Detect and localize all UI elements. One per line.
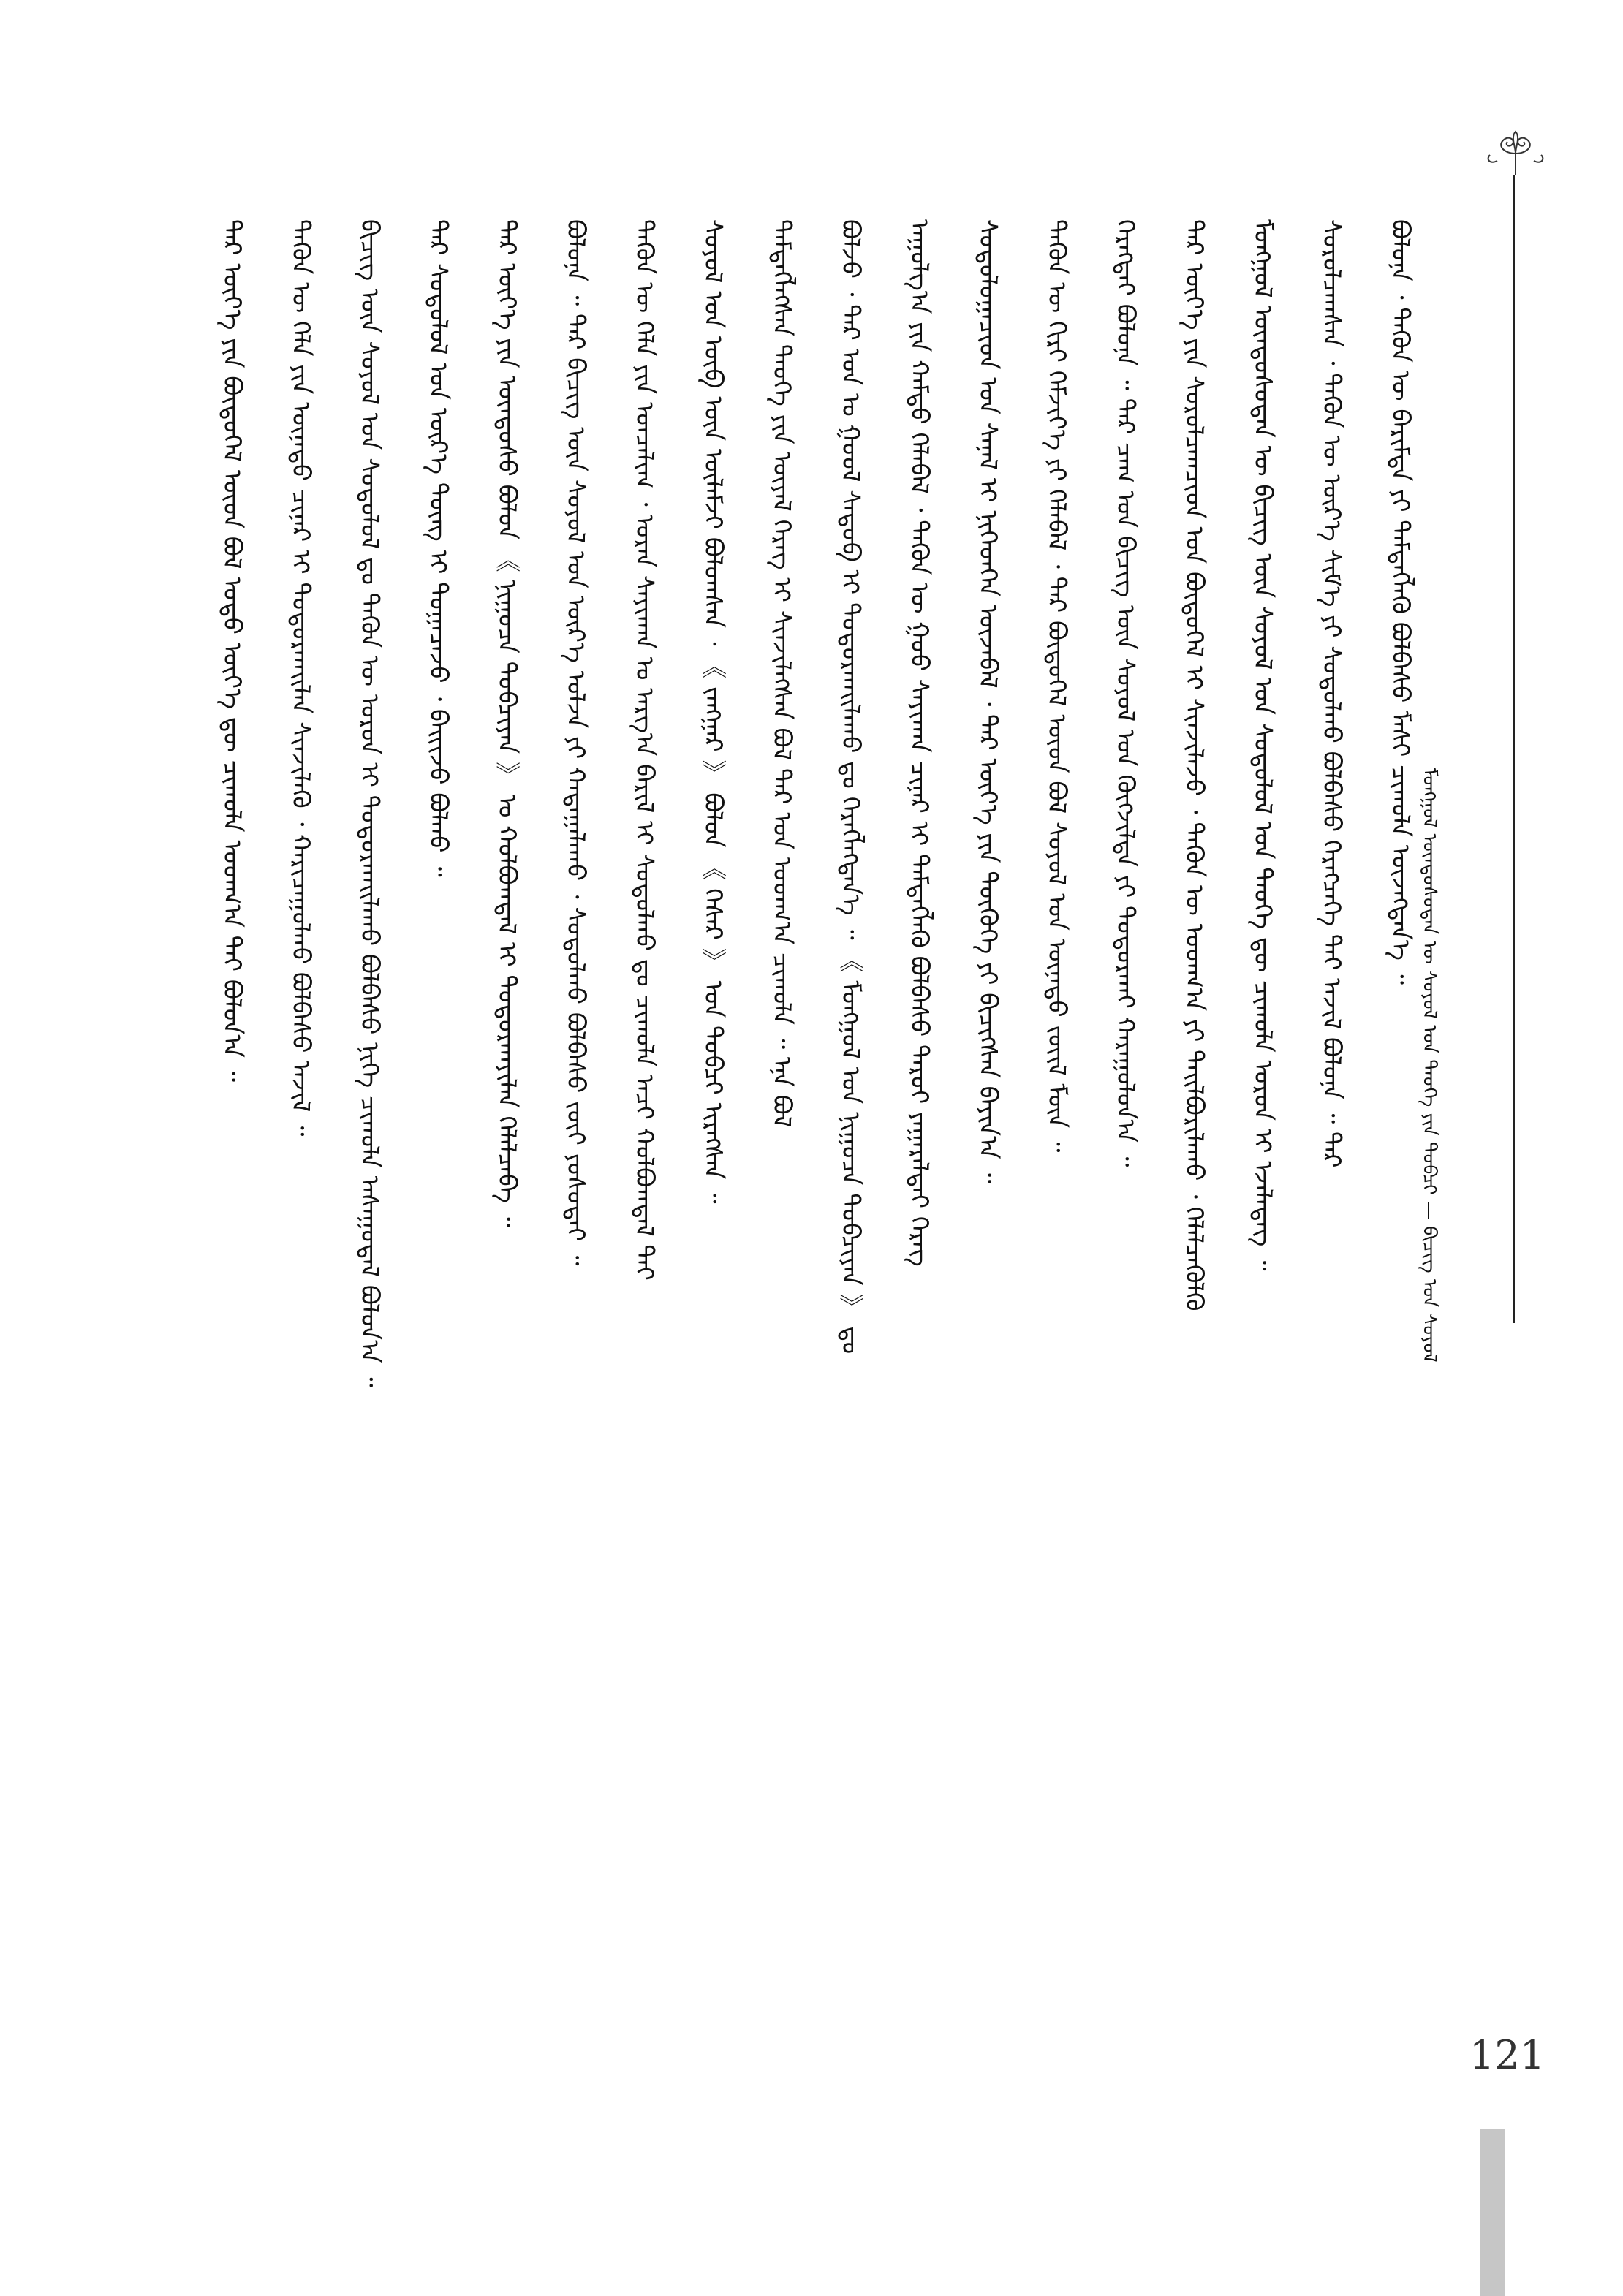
text-column: ᠬᠡᠷᠡᠭᠲᠡᠢ ᠪᠣᠯᠤᠨᠠ ᠃ ᠲᠡᠷ ᠴᠠᠭ ᠤᠨ ᠪᠢᠴᠢᠭ ᠦᠨ ᠰᠣᠶᠣᠯ ᠤᠨ ᠬᠥᠭᠵᠢᠯᠲᠡ ᠶᠢ ᠲᠣᠳᠣᠷᠬᠠᠢ ᠬᠠᠷᠠᠭᠤᠯᠤᠨ᠎ᠠ ᠃ (1111, 219, 1140, 1167)
text-column: ᠪᠢᠴᠢᠭ ᠦᠨ ᠰᠣᠶᠣᠯ ᠤᠨ ᠰᠤᠳᠤᠯᠤᠯ ᠳᠤ ᠲᠡᠭᠦᠨ ᠦ ᠣᠷᠣᠨ ᠢ ᠲᠣᠳᠣᠷᠬᠠᠢᠯᠠᠬᠤ ᠪᠣᠯᠪᠠᠰᠤ ᠨᠢᠭᠡ ᠴᠢᠬᠤᠯᠠ ᠠᠰᠠᠭᠤᠳᠠᠯ ᠪᠣᠯᠤᠨ᠎ᠠ ᠃ (355, 219, 384, 1387)
text-column: ᠲᠡᠷ ᠰᠤᠳᠤᠯᠤᠯ ᠤᠨ ᠦᠷ᠎ᠡ ᠳᠦᠩ ᠢ ᠲᠣᠭᠠᠴᠠᠵᠤ ᠂ ᠪᠠᠢᠢᠵᠤ ᠪᠣᠯᠬᠤ ᠃ (423, 219, 453, 877)
page-edge-tab (1480, 2129, 1505, 2296)
text-column: ᠲᠡᠮᠳᠡᠭᠯᠡᠭᠰᠡᠨ ᠲᠡᠦᠬᠡ ᠶᠢᠨ ᠦᠶᠡᠯ ᠬᠡᠷᠡᠭ ᠢ ᠰᠢᠨᠵᠢᠯᠡᠭᠰᠡᠨ ᠪᠣᠯ ᠲᠡᠷ ᠤᠨ ᠤᠳᠬ᠎ᠠ ᠴᠢᠬᠤᠯᠠ ᠃ ᠡᠨᠡ ᠪᠣᠯ (767, 219, 796, 1128)
text-column: ᠰᠤᠳᠤᠯᠤᠭᠠᠴᠢᠳ ᠤᠨ ᠰᠠᠨᠠᠯ ᠢ ᠨᠢᠭᠡᠳᠭᠡᠨ ᠦᠵᠡᠪᠡᠯ ᠂ ᠲᠡᠷ ᠦᠶ᠎ᠡ ᠶᠢᠨ ᠲᠦᠭᠦᠬᠡ ᠶᠢ ᠪᠢᠴᠢᠭᠰᠡᠨ ᠪᠠᠶᠢᠨ᠎ᠠ ᠃ (973, 219, 1002, 1183)
running-header: ᠮᠣᠩᠭᠣᠯ ᠦᠨᠳᠦᠰᠦᠲᠡᠨ ᠦ ᠰᠣᠶᠣᠯ ᠤᠨ ᠲᠡᠦᠬᠡ ᠶᠢᠨ ᠲᠣᠪᠴᠢ — ᠪᠢᠴᠢᠭ ᠤᠨ ᠰᠣᠶᠣᠯ (1418, 768, 1440, 1363)
header-rule (1513, 175, 1515, 1323)
page-number: 121 (1469, 2032, 1546, 2078)
text-column: ᠲᠡᠷ ᠦᠶ᠎ᠡ ᠶᠢᠨ ᠰᠤᠷᠤᠯᠴᠠᠭᠴᠢᠳ ᠤᠨ ᠪᠦᠲᠦᠭᠡᠯ ᠢ ᠰᠢᠨᠵᠢᠯᠡᠵᠦ ᠂ ᠲᠡᠭᠦᠨ ᠦ ᠤᠳᠬ᠎ᠠ ᠶᠢ ᠲᠠᠢᠯᠪᠤᠷᠢᠯᠠᠬᠤ ᠂ ᠬᠡᠯᠡᠯᠴᠡᠭᠦᠯᠬᠦ (1179, 219, 1208, 1311)
text-column: ᠲᠡᠭᠦᠨ ᠦ ᠬᠡᠯᠡ ᠶᠢᠨ ᠦᠨᠡᠲᠦ ᠴᠢᠨᠠᠷ ᠢ ᠲᠣᠳᠣᠷᠬᠠᠢᠯᠠᠨ ᠰᠢᠨᠵᠢᠯᠡᠬᠦ ᠂ ᠬᠠᠷᠢᠴᠠᠭᠤᠯᠬᠤ ᠪᠣᠯᠪᠠᠰᠤ ᠠᠵᠢᠯ ᠃ (286, 219, 315, 1137)
text-column: ᠪᠣᠯᠵᠤ ᠂ ᠲᠡᠷ ᠣᠨ ᠤ ᠭᠣᠣᠯ ᠰᠡᠳᠦᠪ ᠢ ᠲᠣᠳᠣᠷᠬᠠᠢᠯᠠᠬᠤ ᠳᠤ ᠬᠡᠷᠡᠭᠯᠡᠭᠳᠡᠨ᠎ᠡ ᠃ 《 ᠮᠣᠩᠭᠣᠯ ᠤᠨ ᠨᠢᠭᠤᠴᠠ ᠲᠣᠪᠴᠢᠶᠠᠨ 》 ᠳᠤ (836, 219, 865, 1355)
text-column: ᠲᠡᠭᠦᠨ ᠦ ᠬᠢᠷᠢ ᠬᠡᠮᠵᠢᠶ᠎ᠡ ᠶᠢ ᠬᠡᠯᠡᠪᠡᠯ ᠂ ᠲᠡᠷ ᠪᠦᠲᠦᠭᠡᠯ ᠦᠳ ᠪᠣᠯ ᠰᠣᠶᠣᠯ ᠤᠨ ᠦᠨᠡᠲᠦ ᠵᠦᠢᠯ ᠮᠥᠨ ᠃ (1042, 219, 1071, 1153)
text-column: ᠪᠣᠯᠤᠨᠠ ᠂ ᠲᠡᠭᠦᠨ ᠦ ᠪᠠᠷᠢᠮᠲᠠ ᠶᠢ ᠲᠡᠮᠳᠡᠭᠯᠡᠬᠦ ᠪᠣᠯᠪᠠᠰᠤ ᠮᠠᠰᠢ ᠴᠢᠬᠤᠯᠠ ᠦᠵᠡᠭᠳᠡᠨ᠎ᠡ ᠃ (1385, 219, 1415, 985)
text-column: ᠪᠣᠯᠤᠨᠠ ᠃ ᠲᠡᠷ ᠪᠢᠴᠢᠭ ᠦᠨ ᠰᠣᠶᠣᠯ ᠤᠨ ᠦᠷ᠎ᠡ ᠣᠯᠵᠠ ᠶᠢ ᠬᠠᠳᠠᠭᠠᠯᠠᠬᠤ ᠂ ᠰᠤᠳᠤᠯᠬᠤ ᠪᠣᠯᠪᠠᠰᠤ ᠵᠦᠢ ᠶᠣᠰᠣᠲᠠᠢ ᠃ (561, 219, 590, 1266)
text-column: ᠰᠤᠷᠤᠯᠴᠠᠭᠰᠠᠨ ᠂ ᠲᠡᠭᠦᠨ ᠦ ᠦᠷ᠎ᠡ ᠰᠢᠮ᠎ᠡ ᠶᠢ ᠰᠤᠳᠤᠯᠬᠤ ᠪᠣᠯᠪᠠᠰᠤ ᠬᠡᠷᠡᠭᠴᠡᠭᠡ ᠲᠠᠢ ᠠᠵᠢᠯ ᠪᠣᠯᠤᠨᠠ ᠃ ᠲᠡᠷ (1317, 219, 1346, 1168)
text-column: ᠠᠭᠤᠯᠭ᠎ᠠ ᠶᠢᠨ ᠬᠠᠮᠲᠤ ᠬᠡᠯᠡᠪᠡᠯ ᠂ ᠲᠡᠭᠦᠨ ᠦ ᠭᠣᠣ ᠰᠠᠶᠢᠬᠠᠨ ᠴᠢᠨᠠᠷ ᠢ ᠲᠡᠮᠳᠡᠭᠯᠡᠬᠦ ᠪᠣᠯᠪᠠᠰᠤ ᠳᠠᠷᠤᠢ ᠶᠠᠭᠠᠷᠠᠯᠲᠠᠢ ᠬᠡᠷᠡᠭ (904, 219, 934, 1267)
text-column: ᠰᠣᠶᠣᠯ ᠤᠨ ᠦᠪ ᠦᠨ ᠦᠯᠡᠮᠵᠢ ᠪᠣᠯᠣᠭᠰᠠᠨ ᠂ 《 ᠵᠠᠩᠭᠠᠷ 》 ᠪᠣᠯᠤᠨ 《 ᠭᠡᠰᠡᠷ 》 ᠤᠨ ᠲᠣᠪᠴᠢ ᠢᠷᠡᠭᠰᠡᠨ ᠃ (698, 219, 727, 1204)
body-text (190, 219, 1426, 1776)
text-column: ᠲᠡᠷ ᠦᠶ᠎ᠡ ᠶᠢᠨ ᠪᠦᠲᠦᠭᠡᠯ ᠦᠳ ᠪᠣᠯ ᠣᠳᠣ ᠦᠶ᠎ᠡ ᠳᠦ ᠴᠢᠬᠤᠯᠠ ᠤᠳᠬ᠎ᠠ ᠲᠠᠢ ᠪᠣᠯᠣᠨ᠎ᠠ ᠃ (217, 219, 246, 1083)
text-column: ᠮᠣᠩᠭᠣᠯ ᠦᠨᠳᠦᠰᠦᠲᠡᠨ ᠦ ᠪᠢᠴᠢᠭ ᠦᠨ ᠰᠣᠶᠣᠯ ᠤᠨ ᠰᠤᠳᠤᠯᠤᠯ ᠤᠨ ᠲᠡᠦᠬᠡ ᠳᠦ ᠴᠢᠬᠤᠯᠠ ᠣᠷᠣᠨ ᠢ ᠡᠵᠡᠯᠡᠳᠡᠭ ᠃ (1248, 219, 1277, 1271)
text-column: ᠲᠡᠭᠦᠨ ᠦ ᠬᠡᠯᠡ ᠶᠢᠨ ᠣᠨᠴᠠᠯᠢᠭ ᠂ ᠤᠷᠠᠨ ᠰᠠᠶᠢᠬᠠᠨ ᠤ ᠠᠷᠭ᠎ᠠ ᠪᠠᠷᠢᠯ ᠢ ᠰᠤᠳᠤᠯᠬᠤ ᠳᠤ ᠴᠢᠬᠤᠯᠠ ᠠᠴᠢ ᠬᠣᠯᠪᠣᠭᠳᠠᠯ ᠲᠠᠢ (629, 219, 659, 1281)
ornament-icon (1475, 124, 1556, 183)
text-column: ᠲᠡᠷ ᠦᠶ᠎ᠡ ᠶᠢᠨ ᠦᠨᠳᠦᠰᠦ ᠪᠣᠯᠤᠨ 《 ᠨᠢᠭᠤᠴᠠ ᠲᠣᠪᠴᠢᠶᠠᠨ 》 ᠤ ᠬᠣᠯᠪᠣᠭᠳᠠᠯ ᠢ ᠲᠣᠳᠣᠷᠬᠠᠶᠢᠯᠠᠨ ᠬᠡᠯᠡᠯᠴᠡᠪᠡ ᠃ (492, 219, 521, 1227)
